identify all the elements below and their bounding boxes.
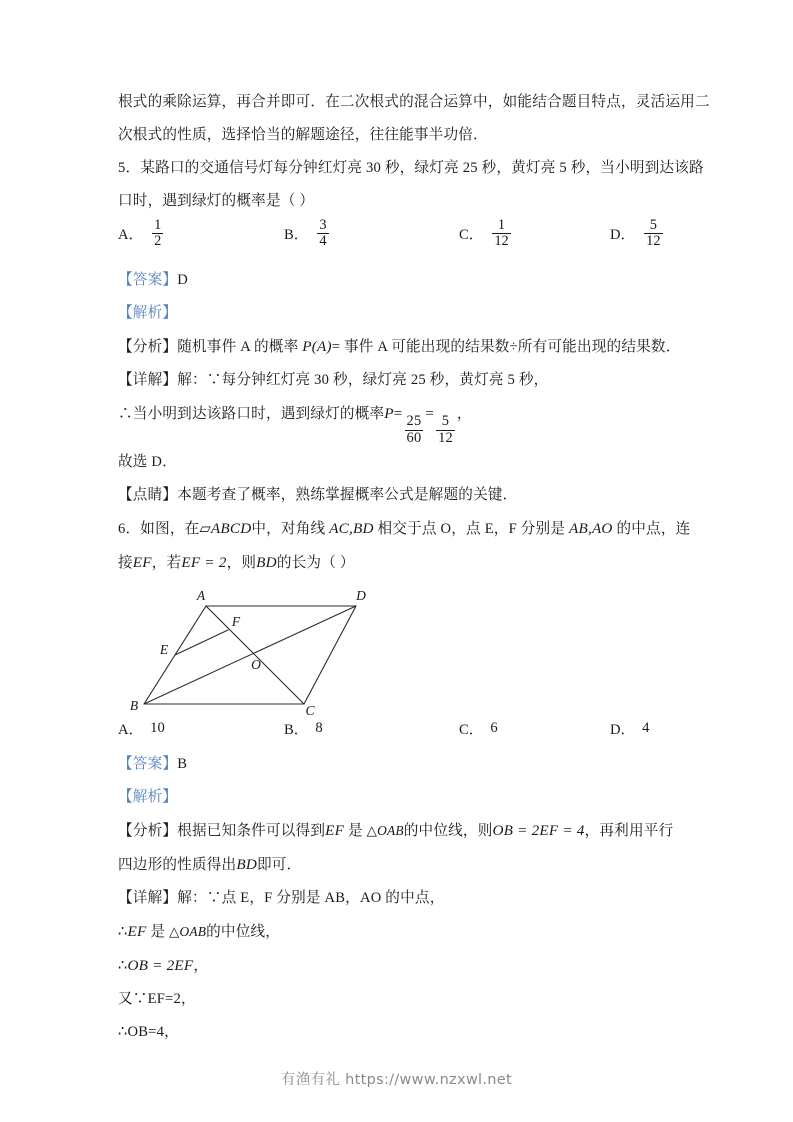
analysis-math: P(A): [302, 338, 332, 355]
question5-highlight-line: [118, 479, 678, 512]
question5-analysis-line: [118, 330, 681, 364]
step2-math: OB = 2EF: [127, 957, 194, 975]
question6-options: [118, 718, 678, 748]
label-B: B: [129, 698, 139, 714]
analysis-ef: EF: [325, 822, 345, 840]
answer-value: D: [177, 272, 188, 288]
question6-option-b[interactable]: [284, 718, 323, 739]
option-value: 6: [490, 720, 498, 737]
fraction-25-60: [405, 414, 424, 446]
option-label: D．: [610, 227, 636, 244]
question5-stem-line2: 口时，遇到绿灯的概率是（ ）: [118, 193, 315, 209]
option-fraction: [152, 218, 163, 250]
parallelogram-diagram-svg: [118, 584, 438, 716]
footer-watermark: 有渔有礼 https://www.nzxwl.net: [281, 1072, 512, 1088]
paragraph-line: 根式的乘除运算，再合并即可．在二次根式的混合运算中，如能结合题目特点，灵活运用二: [118, 94, 710, 110]
stem-line2-end: 的长为（ ）: [276, 555, 355, 572]
highlight-label: 【点睛】: [118, 487, 178, 504]
stem-pre: 6．如图，在: [118, 521, 200, 538]
fraction-numerator: 5: [441, 413, 450, 430]
paragraph-line: 次根式的性质，选择恰当的解题途径，往往能事半功倍．: [118, 127, 488, 143]
stem-bd: BD: [256, 554, 277, 572]
question6-step4-line: ∴OB=4，: [118, 1024, 179, 1041]
analysis-text-1: 随机事件 A 的概率: [177, 339, 303, 355]
answer-label: 【答案】: [118, 756, 178, 773]
analysis-text-2: = 事件 A 可能出现的结果数÷所有可能出现的结果数．: [331, 339, 681, 355]
step1-ef: EF: [127, 923, 147, 941]
question5-choose-line: 故选 D．: [118, 454, 177, 471]
step1-end: 的中位线，: [206, 924, 281, 941]
question6-step3-line: 又∵EF=2，: [118, 991, 196, 1008]
fraction-denominator: 12: [646, 233, 661, 250]
fraction-numerator: 5: [649, 217, 657, 233]
equals-sign: =: [393, 405, 403, 422]
question5-detail-line: [118, 364, 678, 397]
question6-stem-line2: [118, 546, 678, 580]
analysis-ob-equation: OB = 2EF = 4: [492, 822, 585, 840]
option-label: A．: [118, 227, 144, 244]
fraction-5-12: [436, 414, 455, 446]
stem-line2-pre: 接: [118, 555, 133, 572]
parallelogram-figure: [118, 584, 678, 716]
document-content: [118, 86, 710, 1049]
option-fraction: [644, 218, 662, 250]
question6-step2-line: [118, 949, 678, 983]
step1-mid: 是: [146, 924, 169, 941]
fraction-numerator: 3: [319, 217, 327, 233]
stem-ef: EF: [132, 554, 152, 572]
option-value: 10: [150, 720, 165, 737]
stem-abcd: ABCD: [210, 520, 252, 538]
stem-mid-1: 中，对角线: [251, 521, 330, 538]
step2-end: ，: [193, 958, 209, 975]
analysis-label: 【分析】: [118, 823, 178, 840]
parallelogram-symbol: ▱: [199, 521, 211, 538]
equals-sign: =: [425, 405, 435, 422]
fraction-denominator: 60: [406, 429, 422, 446]
analysis-line1-c: 的中位线，则: [403, 823, 493, 840]
question6-option-c[interactable]: [459, 718, 498, 739]
fraction-denominator: 12: [438, 429, 453, 446]
analysis-line2-a: 四边形的性质得出: [118, 857, 237, 874]
fraction-numerator: 25: [406, 413, 422, 430]
explanation-label: 【解析】: [118, 789, 178, 806]
fraction-denominator: 4: [319, 233, 327, 250]
highlight-text: 本题考查了概率，熟练掌握概率公式是解题的关键．: [177, 487, 518, 504]
answer-value: B: [177, 756, 188, 773]
conclusion-prefix: ∴当小明到达该路口时，遇到绿灯的概率: [118, 406, 385, 422]
option-label: C．: [459, 227, 484, 244]
stem-ab-ao: AB,AO: [569, 520, 613, 538]
analysis-line1-d: ，再利用平行: [584, 823, 674, 840]
fraction-denominator: 2: [154, 233, 162, 250]
question5-option-a[interactable]: [118, 218, 165, 250]
question6-detail-line: [118, 882, 678, 915]
figure-labels: [130, 588, 366, 716]
fraction-numerator: 1: [497, 217, 506, 233]
conclusion-variable: P: [384, 405, 394, 422]
stem-line2-mid2: ，则: [226, 555, 257, 572]
label-O: O: [251, 657, 261, 673]
label-E: E: [159, 642, 169, 658]
step1-triangle-oab: △OAB: [168, 924, 207, 940]
question5-stem-line1: 5．某路口的交通信号灯每分钟红灯亮 30 秒，绿灯亮 25 秒，黄灯亮 5 秒，当小明到达该路: [118, 160, 704, 176]
stem-mid-3: 的中点，连: [612, 521, 691, 538]
question5-explanation-line: [118, 297, 678, 330]
stem-mid-2: 相交于点 O，点 E，F 分别是: [373, 521, 569, 538]
question6-analysis-line2: [118, 848, 678, 882]
analysis-bd: BD: [236, 856, 258, 874]
question5-option-b[interactable]: [284, 218, 331, 250]
option-label: B．: [284, 722, 309, 739]
label-F: F: [231, 614, 241, 630]
side-DC: [304, 606, 356, 704]
diagonal-AC: [206, 606, 304, 704]
question6-explanation-line: [118, 781, 678, 814]
detail-label: 【详解】: [118, 890, 178, 907]
option-value: 4: [642, 720, 650, 737]
stem-line2-mid: ，若: [151, 555, 182, 572]
label-C: C: [305, 703, 315, 717]
detail-label: 【详解】: [118, 372, 178, 388]
question5-options: [118, 218, 678, 264]
question6-answer-line: [118, 748, 678, 781]
fraction-numerator: 1: [154, 217, 162, 233]
question5-answer-line: [118, 264, 678, 297]
analysis-line2-b: 即可．: [257, 857, 302, 874]
explanation-label: 【解析】: [118, 305, 178, 321]
step1-pre: ∴: [118, 924, 128, 941]
option-label: A．: [118, 722, 144, 739]
question5-option-c[interactable]: [459, 218, 513, 250]
option-label: B．: [284, 227, 309, 244]
detail-text: 解：∵点 E，F 分别是 AB，AO 的中点，: [177, 890, 445, 907]
question6-step1-line: [118, 915, 678, 949]
fraction-denominator: 12: [494, 233, 509, 250]
question6-analysis-line1: [118, 814, 678, 848]
step2-pre: ∴: [118, 958, 128, 975]
question5-conclusion-line: [118, 397, 678, 446]
detail-text: 解：∵每分钟红灯亮 30 秒，绿灯亮 25 秒，黄灯亮 5 秒，: [177, 372, 549, 388]
option-fraction: [317, 218, 328, 250]
option-label: D．: [610, 722, 636, 739]
answer-label: 【答案】: [118, 272, 178, 288]
question6-stem-line1: [118, 512, 691, 546]
question6-option-a[interactable]: [118, 718, 165, 739]
question5-option-d[interactable]: [610, 218, 665, 250]
analysis-line1-a: 根据已知条件可以得到: [177, 823, 326, 840]
option-label: C．: [459, 722, 484, 739]
option-value: 8: [315, 720, 323, 737]
label-D: D: [356, 588, 366, 604]
stem-ef-equation: EF = 2: [181, 554, 227, 572]
label-A: A: [196, 588, 206, 604]
option-fraction: [492, 218, 510, 250]
stem-ac-bd: AC,BD: [329, 520, 374, 538]
question6-option-d[interactable]: [610, 718, 649, 739]
analysis-triangle-oab: △OAB: [366, 823, 404, 839]
analysis-label: 【分析】: [118, 339, 178, 355]
conclusion-suffix: ，: [456, 406, 472, 422]
analysis-line1-b: 是: [344, 823, 367, 840]
